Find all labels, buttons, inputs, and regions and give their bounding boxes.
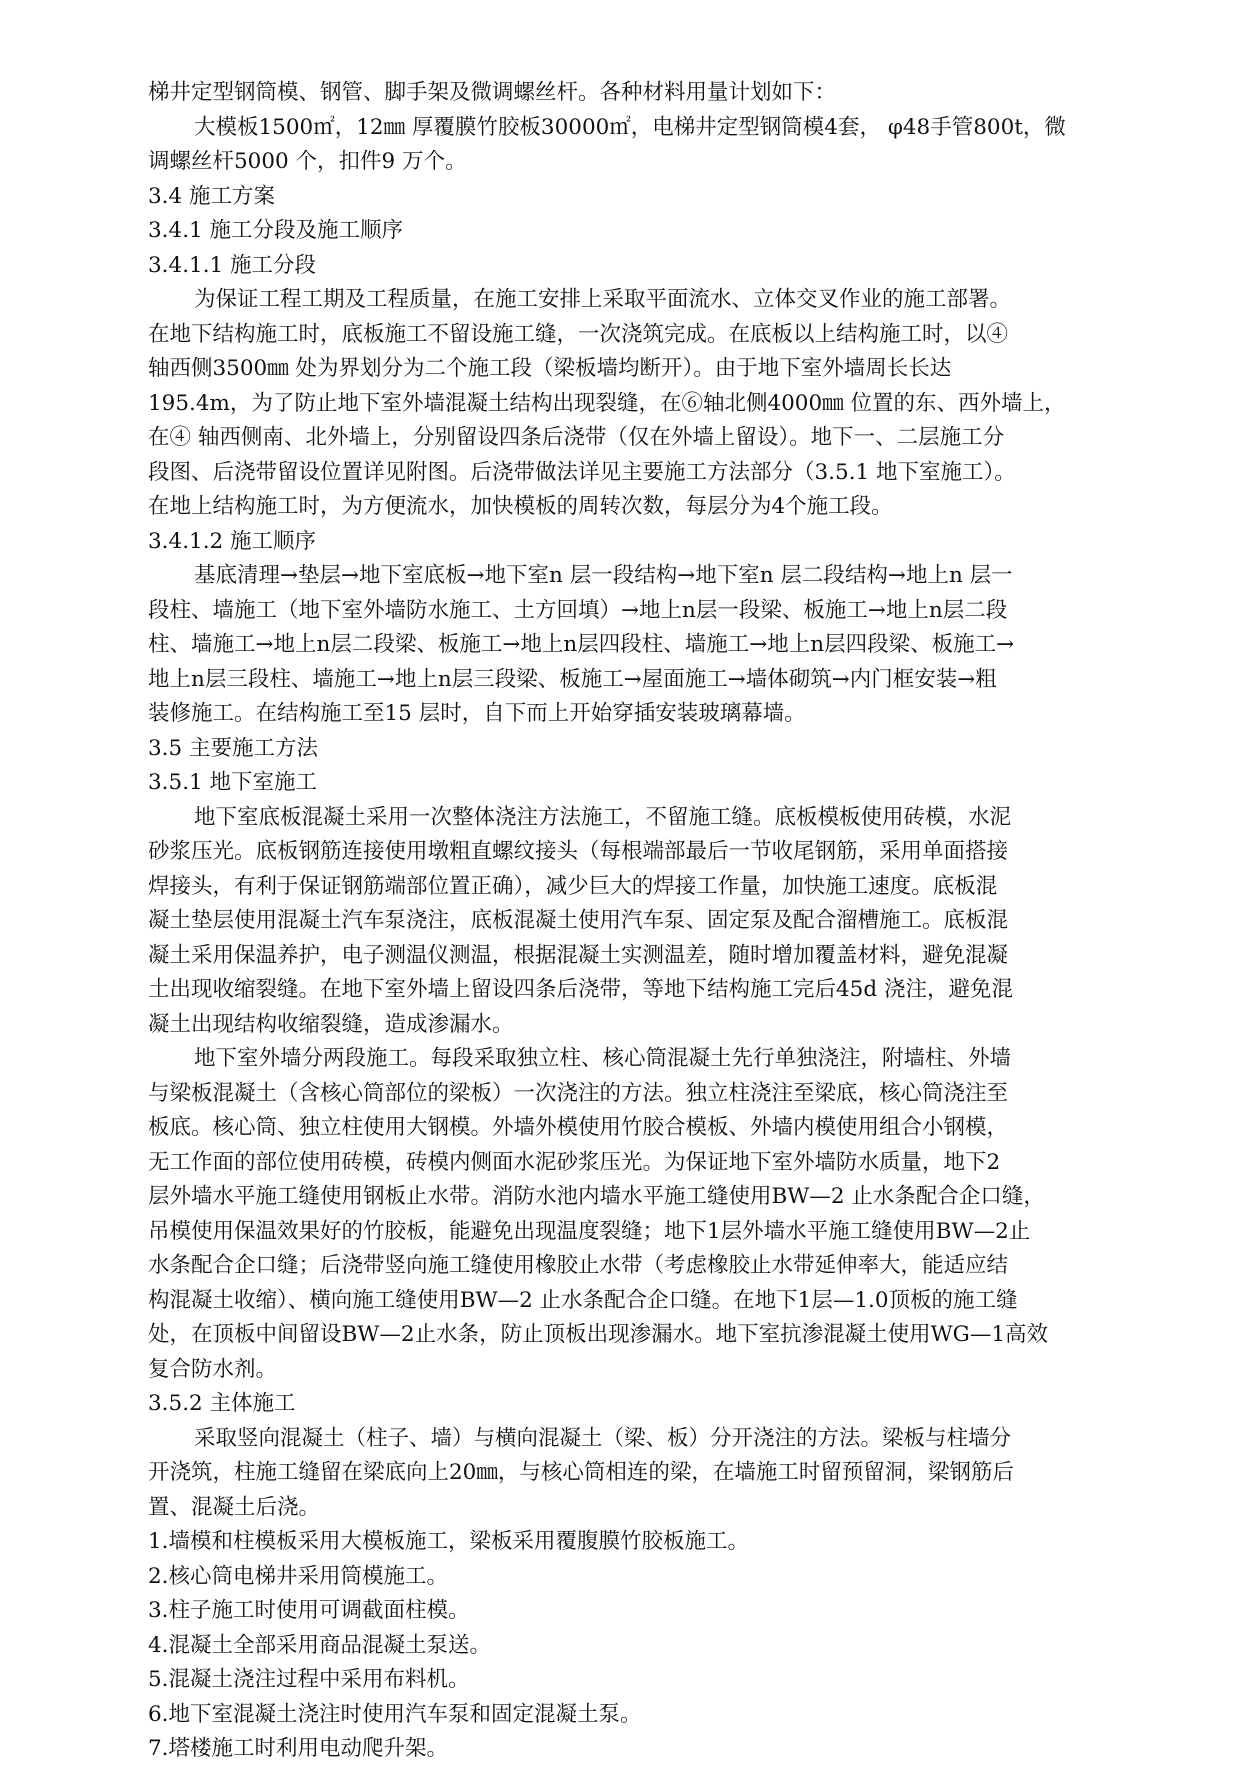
text-line: 3.5.1 地下室施工 — [148, 770, 318, 795]
text-line: 为保证工程工期及工程质量，在施工安排上采取平面流水、立体交叉作业的施工部署。 — [194, 287, 1012, 312]
text-line: 7.塔楼施工时利用电动爬升架。 — [148, 1736, 449, 1761]
text-line: 在地上结构施工时，为方便流水，加快模板的周转次数，每层分为4个施工段。 — [148, 494, 893, 519]
text-line: 6.地下室混凝土浇注时使用汽车泵和固定混凝土泵。 — [148, 1701, 642, 1727]
text-line: 置、混凝土后浇。 — [148, 1494, 321, 1520]
text-line: 处，在顶板中间留设BW—2止水条，防止顶板出现渗漏水。地下室抗渗混凝土使用WG—1高效 — [148, 1322, 1049, 1347]
text-line: 开浇筑，柱施工缝留在梁底向上20㎜，与核心筒相连的梁，在墙施工时留预留洞，梁钢筋后 — [148, 1460, 1014, 1485]
text-line: 凝土垫层使用混凝土汽车泵浇注，底板混凝土使用汽车泵、固定泵及配合溜槽施工。底板混 — [148, 908, 1009, 933]
text-line: 调螺丝杆5000 个，扣件9 万个。 — [148, 149, 467, 174]
text-line: 大模板1500㎡，12㎜ 厚覆膜竹胶板30000㎡，电梯井定型钢筒模4套， φ48手管800t，微 — [194, 114, 1066, 140]
text-line: 基底清理→垫层→地下室底板→地下室n 层一段结构→地下室n 层二段结构→地上n 层一 — [194, 563, 1013, 588]
text-line: 吊模使用保温效果好的竹胶板，能避免出现温度裂缝；地下1层外墙水平施工缝使用BW—2止 — [148, 1218, 1031, 1244]
text-line: 水条配合企口缝；后浇带竖向施工缝使用橡胶止水带（考虑橡胶止水带延伸率大，能适应结 — [148, 1253, 1009, 1278]
text-line: 无工作面的部位使用砖模，砖模内侧面水泥砂浆压光。为保证地下室外墙防水质量，地下2 — [148, 1149, 1001, 1175]
text-line: 地下室外墙分两段施工。每段采取独立柱、核心筒混凝土先行单独浇注，附墙柱、外墙 — [194, 1046, 1012, 1071]
document-body — [148, 76, 1138, 1767]
text-line: 在④ 轴西侧南、北外墙上，分别留设四条后浇带（仅在外墙上留设）。地下一、二层施工分 — [148, 425, 1005, 450]
text-line: 3.4.1 施工分段及施工顺序 — [148, 218, 404, 243]
text-line: 构混凝土收缩）、横向施工缝使用BW—2 止水条配合企口缝。在地下1层—1.0顶板的施工缝 — [148, 1287, 1018, 1313]
text-line: 2.核心筒电梯井采用筒模施工。 — [148, 1563, 449, 1589]
text-line: 1.墙模和柱模板采用大模板施工，梁板采用覆腹膜竹胶板施工。 — [148, 1529, 750, 1554]
text-line: 凝土出现结构收缩裂缝，造成渗漏水。 — [148, 1011, 514, 1037]
text-line: 3.4.1.1 施工分段 — [148, 252, 317, 278]
text-line: 梯井定型钢筒模、钢管、脚手架及微调螺丝杆。各种材料用量计划如下： — [148, 80, 837, 105]
text-line: 复合防水剂。 — [148, 1356, 278, 1382]
text-line: 地下室底板混凝土采用一次整体浇注方法施工，不留施工缝。底板模板使用砖模，水泥 — [194, 804, 1012, 830]
text-line: 采取竖向混凝土（柱子、墙）与横向混凝土（梁、板）分开浇注的方法。梁板与柱墙分 — [194, 1425, 1012, 1451]
text-line: 砂浆压光。底板钢筋连接使用墩粗直螺纹接头（每根端部最后一节收尾钢筋，采用单面搭接 — [148, 839, 1009, 864]
text-line: 3.5.2 主体施工 — [148, 1391, 296, 1416]
text-line: 5.混凝土浇注过程中采用布料机。 — [148, 1667, 470, 1692]
text-line: 装修施工。在结构施工至15 层时，自下而上开始穿插安装玻璃幕墙。 — [148, 701, 806, 726]
text-line: 土出现收缩裂缝。在地下室外墙上留设四条后浇带，等地下结构施工完后45d 浇注，避免混 — [148, 977, 1013, 1002]
text-line: 层外墙水平施工缝使用钢板止水带。消防水池内墙水平施工缝使用BW—2 止水条配合企口缝， — [148, 1184, 1045, 1209]
text-line: 凝土采用保温养护，电子测温仪测温，根据混凝土实测温差，随时增加覆盖材料，避免混凝 — [148, 942, 1009, 968]
text-line: 3.柱子施工时使用可调截面柱模。 — [148, 1598, 470, 1623]
text-line: 焊接头，有利于保证钢筋端部位置正确），减少巨大的焊接工作量，加快施工速度。底板混 — [148, 873, 998, 899]
text-line: 地上n层三段柱、墙施工→地上n层三段梁、板施工→屋面施工→墙体砌筑→内门框安装→粗 — [148, 666, 997, 692]
text-line: 段图、后浇带留设位置详见附图。后浇带做法详见主要施工方法部分（3.5.1 地下室施工）。 — [148, 459, 1016, 485]
text-line: 与梁板混凝土（含核心筒部位的梁板）一次浇注的方法。独立柱浇注至梁底，核心筒浇注至 — [148, 1080, 1009, 1106]
text-line: 3.4.1.2 施工顺序 — [148, 528, 317, 554]
text-line: 段柱、墙施工（地下室外墙防水施工、土方回填）→地上n层一段梁、板施工→地上n层二段 — [148, 597, 1008, 623]
text-line: 轴西侧3500㎜ 处为界划分为二个施工段（梁板墙均断开）。由于地下室外墙周长长达 — [148, 356, 952, 381]
text-line: 4.混凝土全部采用商品混凝土泵送。 — [148, 1632, 492, 1658]
text-line: 195.4m，为了防止地下室外墙混凝土结构出现裂缝，在⑥轴北侧4000㎜ 位置的东、西外墙上， — [148, 390, 1066, 416]
text-line: 在地下结构施工时，底板施工不留设施工缝，一次浇筑完成。在底板以上结构施工时，以④ — [148, 321, 1009, 347]
text-line: 柱、墙施工→地上n层二段梁、板施工→地上n层四段柱、墙施工→地上n层四段梁、板施工→ — [148, 632, 1015, 657]
text-line: 板底。核心筒、独立柱使用大钢模。外墙外模使用竹胶合模板、外墙内模使用组合小钢模， — [148, 1115, 1009, 1140]
text-line: 3.5 主要施工方法 — [148, 735, 319, 761]
text-line: 3.4 施工方案 — [148, 183, 276, 209]
